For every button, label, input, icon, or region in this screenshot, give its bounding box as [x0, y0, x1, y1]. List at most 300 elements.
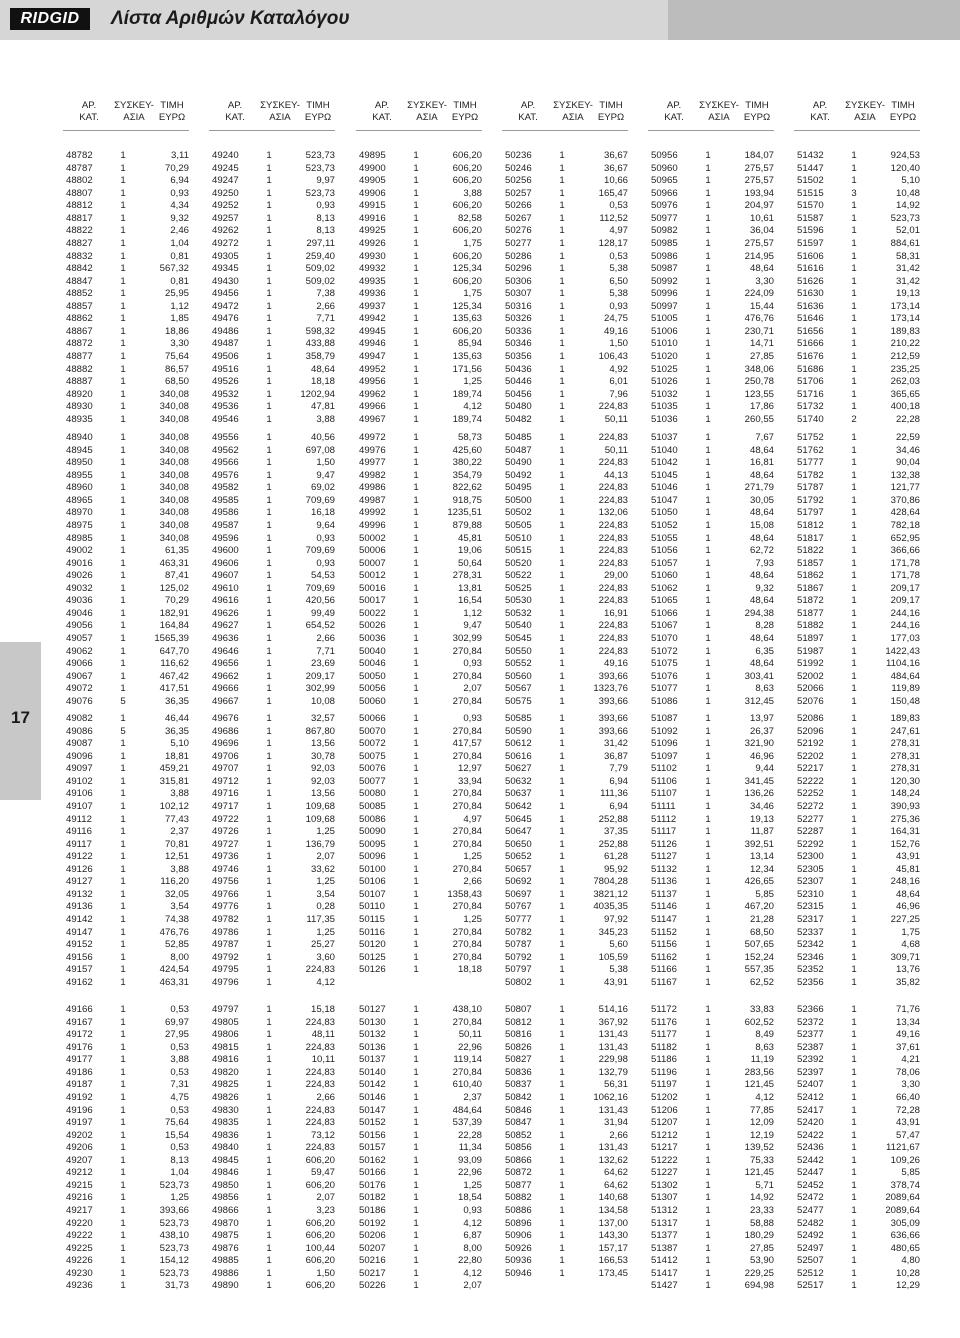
catalog-number: 49087 — [66, 738, 93, 750]
table-row — [502, 238, 628, 251]
price-euro: 8,13 — [316, 212, 335, 224]
price-euro: 224,83 — [305, 1079, 335, 1091]
catalog-number: 49262 — [212, 225, 239, 237]
price-euro: 10,61 — [749, 212, 774, 224]
price-euro: 134,58 — [598, 1205, 628, 1216]
price-euro: 132,38 — [890, 469, 920, 481]
package-qty: 1 — [120, 750, 126, 762]
catalog-number: 50182 — [359, 1192, 386, 1204]
package-qty: 1 — [120, 1255, 126, 1267]
price-euro: 428,64 — [890, 507, 920, 519]
table-row — [356, 507, 482, 520]
package-qty: 1 — [266, 645, 272, 657]
table-row — [356, 364, 482, 377]
row-block — [356, 1004, 482, 1293]
table-row — [209, 1042, 335, 1055]
price-euro: 16,18 — [310, 507, 335, 519]
table-row — [502, 1092, 628, 1105]
catalog-number: 49546 — [212, 413, 239, 425]
table-row — [502, 964, 628, 977]
catalog-number: 48955 — [66, 469, 93, 481]
table-row — [502, 952, 628, 965]
price-euro: 393,66 — [598, 670, 628, 682]
package-qty: 1 — [120, 1230, 126, 1242]
column-group-3 — [356, 100, 482, 1292]
catalog-number: 49905 — [359, 175, 386, 187]
catalog-number: 52307 — [797, 876, 824, 888]
price-header-line1: ΤΙΜΗ — [891, 100, 915, 111]
catalog-number: 50502 — [505, 507, 532, 519]
price-euro: 12,97 — [457, 763, 482, 775]
table-row — [502, 1167, 628, 1180]
catalog-number: 50077 — [359, 775, 386, 787]
price-euro: 85,94 — [457, 338, 482, 350]
price-euro: 3,54 — [316, 888, 335, 900]
catalog-number: 51222 — [651, 1154, 678, 1166]
catalog-number: 51706 — [797, 376, 824, 388]
table-row — [356, 1117, 482, 1130]
package-qty: 1 — [413, 545, 419, 557]
catalog-number: 50977 — [651, 212, 678, 224]
catalog-number: 51076 — [651, 670, 678, 682]
package-qty: 1 — [705, 1054, 711, 1066]
price-euro: 400,18 — [890, 401, 920, 413]
catalog-number: 50006 — [359, 545, 386, 557]
table-row — [648, 389, 774, 402]
package-qty: 1 — [559, 876, 565, 888]
table-row — [63, 889, 189, 902]
table-row — [794, 788, 920, 801]
price-euro: 29,00 — [603, 570, 628, 582]
table-row — [356, 751, 482, 764]
table-row — [648, 1280, 774, 1293]
catalog-number: 51596 — [797, 225, 824, 237]
price-euro: 46,96 — [895, 901, 920, 913]
row-block — [209, 1004, 335, 1293]
price-euro: 1,50 — [609, 338, 628, 350]
catalog-number: 52287 — [797, 826, 824, 838]
price-euro: 235,25 — [890, 363, 920, 375]
catalog-number: 50997 — [651, 300, 678, 312]
table-row — [502, 1218, 628, 1231]
table-row — [63, 751, 189, 764]
price-euro: 380,22 — [452, 457, 482, 469]
price-euro: 224,83 — [305, 1117, 335, 1129]
package-header-line2: ΑΣΙΑ — [562, 112, 584, 123]
table-row — [794, 952, 920, 965]
package-qty: 1 — [266, 901, 272, 913]
package-qty: 1 — [851, 200, 857, 212]
table-row — [794, 558, 920, 571]
price-euro: 46,96 — [749, 750, 774, 762]
package-qty: 1 — [413, 519, 419, 531]
price-euro: 37,61 — [895, 1041, 920, 1053]
package-qty: 1 — [559, 788, 565, 800]
package-qty: 1 — [266, 582, 272, 594]
table-row — [794, 495, 920, 508]
package-qty: 1 — [266, 413, 272, 425]
price-euro: 16,54 — [457, 595, 482, 607]
table-row — [209, 671, 335, 684]
table-row — [63, 163, 189, 176]
table-row — [502, 558, 628, 571]
package-qty: 1 — [705, 363, 711, 375]
table-row — [794, 1167, 920, 1180]
price-euro: 2,46 — [170, 225, 189, 237]
price-euro: 393,66 — [159, 1205, 189, 1216]
table-row — [794, 583, 920, 596]
package-qty: 1 — [120, 1129, 126, 1141]
price-euro: 70,29 — [164, 595, 189, 607]
catalog-number: 49900 — [359, 162, 386, 174]
table-row — [648, 495, 774, 508]
catalog-number: 49967 — [359, 413, 386, 425]
catalog-number: 51515 — [797, 187, 824, 199]
catalog-number: 50216 — [359, 1255, 386, 1267]
catalog-number: 49196 — [66, 1104, 93, 1116]
catalog-number: 52002 — [797, 670, 824, 682]
price-euro: 248,16 — [890, 876, 920, 888]
price-euro: 173,14 — [890, 313, 920, 325]
price-euro: 27,95 — [164, 1029, 189, 1041]
table-row — [648, 964, 774, 977]
table-row — [209, 558, 335, 571]
package-qty: 1 — [705, 1179, 711, 1191]
package-qty: 1 — [559, 469, 565, 481]
package-qty: 1 — [413, 557, 419, 569]
price-euro: 1,25 — [463, 914, 482, 925]
table-row — [63, 977, 189, 990]
package-qty: 1 — [413, 469, 419, 481]
price-euro: 636,66 — [890, 1230, 920, 1242]
price-euro: 5,10 — [901, 175, 920, 187]
table-row — [356, 389, 482, 402]
catalog-number: 51307 — [651, 1192, 678, 1204]
catalog-number: 49915 — [359, 200, 386, 212]
catalog-number: 49600 — [212, 545, 239, 557]
package-qty: 1 — [120, 976, 126, 988]
package-qty: 1 — [705, 1154, 711, 1166]
price-euro: 417,57 — [452, 738, 482, 750]
package-qty: 1 — [851, 951, 857, 963]
catalog-number: 50532 — [505, 607, 532, 619]
table-row — [502, 163, 628, 176]
table-row — [63, 801, 189, 814]
price-euro: 425,60 — [452, 444, 482, 456]
package-header-line2: ΑΣΙΑ — [854, 112, 876, 123]
table-row — [648, 200, 774, 213]
package-qty: 1 — [851, 225, 857, 237]
table-row — [356, 1105, 482, 1118]
price-euro: 709,69 — [305, 545, 335, 557]
catalog-number: 49885 — [212, 1255, 239, 1267]
package-qty: 1 — [851, 620, 857, 632]
catalog-number: 49656 — [212, 658, 239, 670]
price-euro: 224,83 — [598, 582, 628, 594]
table-row — [502, 864, 628, 877]
catalog-number: 48975 — [66, 519, 93, 531]
package-qty: 1 — [120, 432, 126, 443]
package-qty: 1 — [705, 863, 711, 875]
price-euro: 52,85 — [164, 939, 189, 951]
table-row — [209, 1130, 335, 1143]
catalog-number: 50316 — [505, 300, 532, 312]
package-qty: 1 — [413, 813, 419, 825]
package-qty: 1 — [266, 187, 272, 199]
price-euro: 224,83 — [305, 1066, 335, 1078]
catalog-number: 50257 — [505, 187, 532, 199]
package-qty: 1 — [705, 620, 711, 632]
catalog-number: 49756 — [212, 876, 239, 888]
table-row — [794, 414, 920, 427]
price-euro: 171,56 — [452, 363, 482, 375]
package-qty: 1 — [705, 976, 711, 988]
price-euro: 56,31 — [603, 1079, 628, 1091]
price-header-line2: ΕΥΡΩ — [158, 112, 186, 123]
price-euro: 64,62 — [603, 1167, 628, 1179]
package-qty: 1 — [851, 1091, 857, 1103]
catalog-number: 52346 — [797, 951, 824, 963]
package-qty: 1 — [413, 1179, 419, 1191]
table-row — [648, 150, 774, 163]
price-euro: 212,59 — [890, 351, 920, 362]
package-qty: 1 — [559, 457, 565, 469]
catalog-number: 51897 — [797, 633, 824, 644]
table-row — [356, 414, 482, 427]
table-row — [356, 175, 482, 188]
catalog-number: 50627 — [505, 763, 532, 775]
price-euro: 270,84 — [452, 926, 482, 938]
package-qty: 1 — [266, 237, 272, 249]
price-euro: 137,00 — [598, 1217, 628, 1229]
price-euro: 12,34 — [749, 863, 774, 875]
price-euro: 260,55 — [744, 413, 774, 425]
price-euro: 62,72 — [749, 545, 774, 557]
catalog-number: 52452 — [797, 1179, 824, 1191]
table-row — [794, 1067, 920, 1080]
catalog-number: 50346 — [505, 338, 532, 350]
catalog-number: 52420 — [797, 1117, 824, 1129]
table-row — [209, 1142, 335, 1155]
catalog-number: 50017 — [359, 595, 386, 607]
table-row — [63, 1268, 189, 1281]
price-euro: 13,34 — [895, 1016, 920, 1028]
package-qty: 1 — [705, 325, 711, 337]
price-euro: 123,55 — [744, 388, 774, 400]
catalog-number: 50985 — [651, 237, 678, 249]
price-euro: 358,79 — [305, 351, 335, 362]
table-row — [794, 1205, 920, 1218]
price-euro: 1202,94 — [300, 388, 335, 400]
catalog-number: 50590 — [505, 725, 532, 737]
package-qty: 1 — [266, 763, 272, 775]
package-qty: 1 — [120, 1054, 126, 1066]
price-euro: 8,00 — [170, 951, 189, 963]
package-qty: 1 — [851, 250, 857, 262]
package-qty: 1 — [266, 813, 272, 825]
package-header-line2: ΑΣΙΑ — [269, 112, 291, 123]
catalog-number: 50842 — [505, 1091, 532, 1103]
table-row — [648, 507, 774, 520]
catalog-number: 49222 — [66, 1230, 93, 1242]
price-euro: 15,44 — [749, 300, 774, 312]
package-qty: 1 — [413, 444, 419, 456]
price-euro: 109,26 — [890, 1154, 920, 1166]
price-euro: 224,83 — [598, 401, 628, 413]
catalog-number: 50575 — [505, 695, 532, 707]
package-qty: 1 — [705, 200, 711, 212]
price-euro: 270,84 — [452, 863, 482, 875]
catalog-number: 51186 — [651, 1054, 677, 1066]
price-euro: 139,52 — [744, 1142, 774, 1154]
price-header — [736, 100, 778, 124]
price-euro: 121,45 — [744, 1167, 774, 1179]
table-row — [356, 646, 482, 659]
package-qty: 1 — [120, 363, 126, 375]
package-qty: 1 — [266, 338, 272, 350]
price-euro: 224,83 — [598, 519, 628, 531]
package-qty: 1 — [413, 683, 419, 695]
table-row — [502, 751, 628, 764]
table-row — [209, 658, 335, 671]
price-euro: 31,42 — [603, 738, 628, 750]
package-qty: 1 — [559, 813, 565, 825]
price-euro: 132,06 — [598, 507, 628, 519]
package-qty: 1 — [705, 187, 711, 199]
price-euro: 0,53 — [609, 250, 628, 262]
catalog-number: 50076 — [359, 763, 386, 775]
table-row — [356, 1067, 482, 1080]
price-euro: 3,88 — [170, 788, 189, 800]
cat-number-header-line2: ΚΑΤ. — [810, 112, 830, 123]
catalog-number: 50157 — [359, 1142, 386, 1154]
price-euro: 36,35 — [164, 725, 189, 737]
table-row — [63, 1167, 189, 1180]
price-euro: 125,34 — [452, 300, 482, 312]
catalog-number: 50296 — [505, 263, 532, 275]
price-euro: 18,86 — [164, 325, 189, 337]
price-euro: 224,83 — [598, 494, 628, 506]
table-row — [648, 414, 774, 427]
catalog-number: 50236 — [505, 150, 532, 161]
package-qty: 1 — [559, 1104, 565, 1116]
table-row — [63, 671, 189, 684]
price-euro: 189,83 — [890, 713, 920, 724]
package-qty: 1 — [851, 738, 857, 750]
package-qty: 1 — [266, 1016, 272, 1028]
table-row — [63, 1117, 189, 1130]
price-euro: 365,65 — [890, 388, 920, 400]
table-row — [502, 876, 628, 889]
table-row — [648, 927, 774, 940]
table-row — [356, 326, 482, 339]
package-qty: 1 — [559, 800, 565, 812]
price-euro: 224,83 — [598, 532, 628, 544]
table-row — [63, 376, 189, 389]
price-euro: 77,85 — [749, 1104, 774, 1116]
price-header-line1: ΤΙΜΗ — [453, 100, 477, 111]
table-row — [356, 864, 482, 877]
price-euro: 3,30 — [901, 1079, 920, 1091]
table-row — [63, 200, 189, 213]
catalog-number: 50120 — [359, 939, 386, 951]
package-qty: 1 — [266, 263, 272, 275]
table-row — [356, 763, 482, 776]
table-row — [648, 1268, 774, 1281]
catalog-number: 49987 — [359, 494, 386, 506]
catalog-number: 52512 — [797, 1267, 824, 1279]
price-euro: 4,92 — [609, 363, 628, 375]
price-euro: 567,32 — [159, 263, 189, 275]
package-qty: 1 — [413, 325, 419, 337]
table-row — [63, 251, 189, 264]
price-euro: 95,92 — [603, 863, 628, 875]
catalog-number: 50552 — [505, 658, 532, 670]
table-row — [794, 683, 920, 696]
price-euro: 0,93 — [463, 713, 482, 724]
table-row — [63, 470, 189, 483]
table-row — [356, 801, 482, 814]
catalog-number: 50650 — [505, 838, 532, 850]
price-euro: 31,42 — [895, 263, 920, 275]
catalog-number: 51106 — [651, 775, 677, 787]
table-row — [502, 1268, 628, 1281]
catalog-number: 49062 — [66, 645, 93, 657]
catalog-number: 50782 — [505, 926, 532, 938]
price-euro: 1565,39 — [154, 633, 189, 644]
table-row — [63, 1130, 189, 1143]
package-qty: 1 — [413, 432, 419, 443]
package-qty: 1 — [705, 1079, 711, 1091]
price-euro: 3,88 — [316, 413, 335, 425]
package-qty: 1 — [559, 1054, 565, 1066]
package-qty: 1 — [266, 695, 272, 707]
table-row — [209, 1004, 335, 1017]
table-row — [648, 1155, 774, 1168]
package-qty: 1 — [266, 1117, 272, 1129]
package-qty: 1 — [851, 338, 857, 350]
table-row — [356, 876, 482, 889]
table-row — [356, 851, 482, 864]
catalog-number: 52447 — [797, 1167, 824, 1179]
table-row — [794, 646, 920, 659]
catalog-number: 50142 — [359, 1079, 386, 1091]
price-euro: 131,43 — [598, 1029, 628, 1041]
catalog-number: 49096 — [66, 750, 93, 762]
catalog-number: 51077 — [651, 683, 678, 695]
package-qty: 1 — [120, 851, 126, 863]
package-qty: 1 — [120, 939, 126, 951]
table-row — [502, 839, 628, 852]
price-euro: 4,97 — [463, 813, 482, 825]
price-euro: 7804,28 — [593, 876, 628, 888]
package-qty: 1 — [266, 1205, 272, 1216]
package-qty: 1 — [266, 1280, 272, 1292]
package-qty: 1 — [120, 1280, 126, 1292]
catalog-number: 51152 — [651, 926, 677, 938]
table-row — [794, 826, 920, 839]
package-qty: 1 — [705, 633, 711, 644]
catalog-number: 48782 — [66, 150, 93, 161]
package-qty: 1 — [266, 863, 272, 875]
price-euro: 4,68 — [901, 939, 920, 951]
price-euro: 121,45 — [744, 1079, 774, 1091]
package-qty: 1 — [705, 1142, 711, 1154]
price-euro: 50,11 — [604, 413, 628, 425]
price-euro: 0,53 — [170, 1066, 189, 1078]
table-row — [794, 1230, 920, 1243]
table-row — [648, 558, 774, 571]
